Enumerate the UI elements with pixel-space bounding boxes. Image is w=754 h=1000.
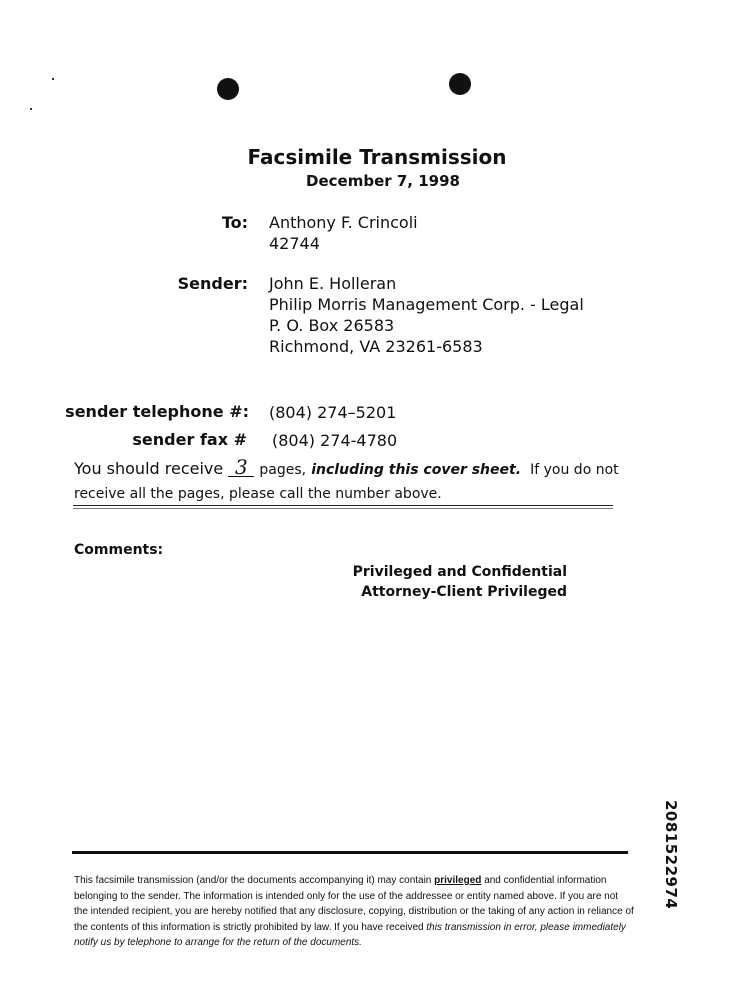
disclaimer-part2: and confidential information belonging to the sender. The information is intended only for the use of the addressee or entity named above. If you are not the intended recipient, you are hereby notified that any disclosure, copying, distribution or the taking of any action in reliance of the contents of this information is strictly prohibited by law. If you have received	[74, 875, 634, 933]
sender-block	[269, 273, 584, 357]
page-count-handwritten: 3	[228, 458, 254, 477]
scan-speck	[30, 108, 32, 110]
confidentiality-disclaimer	[74, 873, 634, 951]
fax-label: sender fax #	[132, 430, 247, 449]
bates-stamp	[640, 800, 720, 910]
privilege-line2: Attorney-Client Privileged	[361, 584, 567, 600]
divider-rule-shadow	[73, 508, 613, 509]
telephone-value: (804) 274–5201	[269, 403, 397, 422]
document-title: Facsimile Transmission	[247, 145, 507, 169]
sender-company: Philip Morris Management Corp. - Legal	[269, 295, 584, 314]
sender-city: Richmond, VA 23261-6583	[269, 337, 483, 356]
to-label: To:	[221, 213, 248, 232]
pages-emphasis: including this cover sheet.	[311, 462, 522, 478]
pages-middle: pages,	[259, 462, 307, 478]
sender-po-box: P. O. Box 26583	[269, 316, 395, 335]
divider-rule	[73, 505, 613, 506]
scan-speck	[52, 78, 54, 80]
pages-notice-line1	[74, 455, 619, 479]
bates-number: 2081522974	[662, 800, 680, 910]
telephone-label: sender telephone #:	[65, 402, 249, 421]
pages-notice-line2: receive all the pages, please call the number above.	[74, 486, 442, 502]
sender-label: Sender:	[177, 274, 248, 293]
document-date: December 7, 1998	[306, 172, 460, 190]
disclaimer-part1: This facsimile transmission (and/or the documents accompanying it) may contain	[74, 875, 432, 886]
privilege-line1: Privileged and Confidential	[352, 564, 567, 580]
recipient-block	[269, 212, 418, 254]
recipient-number: 42744	[269, 234, 320, 253]
fax-value: (804) 274-4780	[272, 431, 398, 450]
disclaimer-privileged: privileged	[434, 875, 482, 886]
recipient-name: Anthony F. Crincoli	[269, 213, 418, 232]
sender-name: John E. Holleran	[269, 274, 397, 293]
pages-prefix: You should receive	[74, 459, 224, 478]
punch-hole-left	[217, 78, 239, 100]
pages-suffix: If you do not	[530, 462, 619, 478]
disclaimer-part3: this transmission in error, please immediately notify us by telephone to arrange for the return of the documents.	[74, 921, 626, 948]
punch-hole-right	[449, 73, 471, 95]
privilege-notice	[300, 562, 567, 602]
comments-label: Comments:	[74, 542, 164, 558]
footer-rule	[72, 851, 628, 854]
